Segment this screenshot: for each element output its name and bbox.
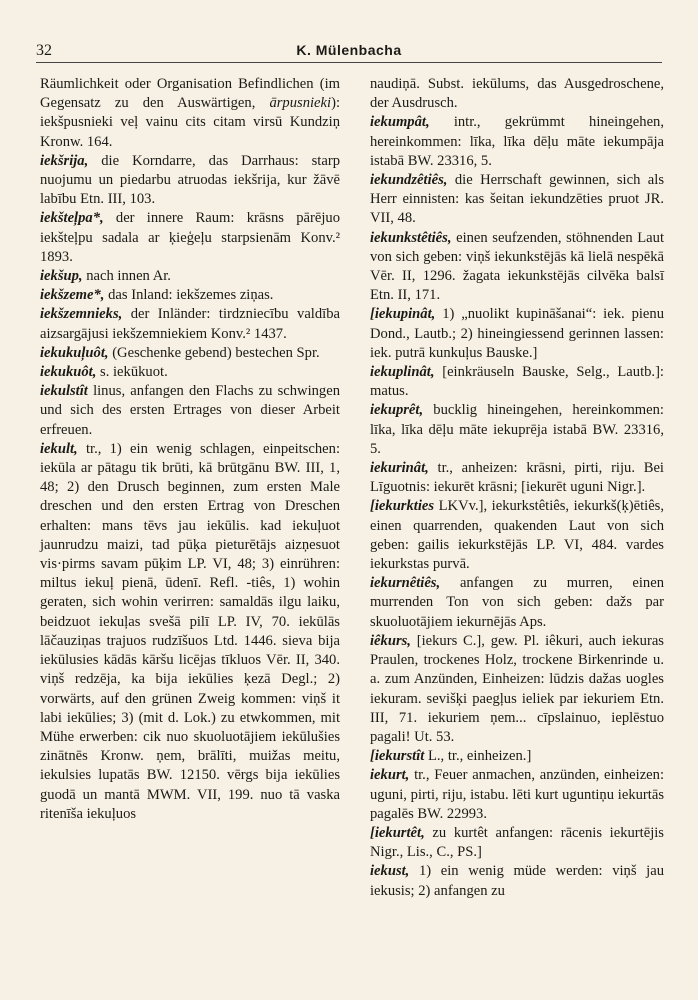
entry-iekšzeme: iekšzeme*, das Inland: iekšzemes ziņas.	[40, 287, 274, 304]
page-number: 32	[36, 42, 52, 59]
entry-iekurkties: [iekurkties LKVv.], iekurkstêtiês, iekurkš(ķ)ētiês, einen quarrenden, quakenden Laut von sich geben: gailis iekurkstējās LP. VI, 484. vardes iekurkstas purvā.	[370, 498, 665, 573]
entry-iekšup: iekšup, nach innen Ar.	[40, 268, 171, 285]
entry-iekurinat: iekurinât, tr., anheizen: krāsni, pirti, riju. Bei Līguotnis: iekurēt krāsni; [iekurēt uguni Nigr.].	[370, 460, 664, 496]
left-column	[40, 75, 340, 824]
entry-iekukuot: iekukuôt, s. iekūkuot.	[40, 364, 168, 381]
page-header	[36, 42, 662, 63]
entry-iekumpat: iekumpât, intr., gekrümmt hineingehen, hereinkommen: līka, līka dēļu māte iekumpāja istabā BW. 23316, 5.	[370, 114, 664, 169]
entry-iekundzeties: iekundzêtiês, die Herrschaft gewinnen, sich als Herr einnisten: kas šeitan iekundzēties pruot JR. VII, 48.	[370, 172, 665, 227]
entry-iekšrija: iekšrija, die Korndarre, das Darrhaus: starp nuojumu un piedarbu atruodas iekšrija, kur žāvē labību Etn. III, 103.	[40, 152, 340, 208]
entry-continuation-right: naudiņā. Subst. iekūlums, das Ausgedroschene, der Ausdrusch.	[370, 76, 664, 112]
right-column	[370, 75, 664, 901]
entry-iekunksteties: iekunkstêtiês, einen seufzenden, stöhnenden Laut von sich geben: viņš iekunkstējās kā lielā nespēkā Vēr. II, 1296. žagata iekunkstējās cilvēka balsī Etn. II, 171.	[370, 229, 664, 304]
entry-iekupinat: [iekupinât, 1) „nuolikt kupināšanai“: iek. pienu Dond., Lautb.; 2) hineingiessend gerinnen lassen: iek. putrā kunkuļus Bauske.]	[370, 306, 664, 361]
entry-iekust: iekust, 1) ein wenig müde werden: viņš jau iekusis; 2) anfangen zu	[370, 863, 664, 899]
entry-iekukuļuot: iekukuļuôt, (Geschenke gebend) bestechen Spr.	[40, 344, 320, 361]
entry-iekupret: iekuprêt, bucklig hineingehen, hereinkommen: līka, līka dēļu māte iekuprēja istabā BW. 23316, 5.	[370, 402, 664, 457]
entry-iekulstit: iekulstît linus, anfangen den Flachs zu schwingen und sich des ersten Ertrages von dieser Arbeit erfreuen.	[40, 383, 340, 438]
entry-iekšzemnieks: iekšzemnieks, der Inländer: tirdzniecību valdība aizsargājusi iekšzemniekiem Konv.² 1437.	[40, 306, 340, 342]
entry-iekurs: iêkurs, [iekurs C.], gew. Pl. iêkuri, auch iekuras Praulen, trockenes Holz, trockene Birkenrinde u. a. zum Anzünden, Einheizen: lūdzis dažas uogles iekuram. sevišķi paegļus ieliek par iekuriem Etn. III, 71. iekuriem ņem... cīpslainuo, ieplēstuo pagali! Ut. 53.	[370, 632, 664, 745]
entry-iekurneties: iekurnêtiês, anfangen zu murren, einen murrenden Ton von sich geben: dažs par skuoluotājiem iekurnējās Aps.	[370, 575, 665, 630]
entry-iekurstit: [iekurstît L., tr., einheizen.]	[370, 748, 532, 765]
entry-iekult: iekult, tr., 1) ein wenig schlagen, einpeitschen: iekūla ar pātagu tik brūti, kā brūtgānu BW. III, 1, 48; 2) den Drusch beginnen, zum ersten Male dreschen und den ersten Ertrag von Dreschen erhalten: mans tēvs jau iekūlis. kad iekuļuot jaunrudzu maizi, tad pūķa pieturētājs aizņesuot vis·pirms savam pūķim LP. VI, 48; 3) einrühren: miltus iekuļ pienā, ūdenī. Refl. -tiês, 1) wohin geraten, sich wohin verirren: samaldās ilgu laiku, beidzuot iekuļas svešā pilī LP. IV, 70. iekūlās lāčauziņas trajuos rudzīšuos Ltd. 1446. sieva bija iekūlusies kādās kāršu licējas tīkluos Vēr. II, 340. viņš redzēja, ka bija iekūlies ķezā Degl.; 2) vorwärts, auf den grünen Zweig kommen: viņš it labi iekūlies; 3) (mit d. Lok.) zu etwkommen, mit Mühe erwerben: cik nuo skuoluotājiem iekūlušies zinātnēs Kronw. ņem, brālīti, muižas meitu, iekulsies lupatās BW. 12150. vērgs bija iekūlies guodā un mantā MWM. VII, 199. nuo tā vaska ritenīša iekuļuos	[40, 440, 341, 822]
entry-iekurtet: [iekurtêt, zu kurtêt anfangen: rācenis iekurtējis Nigr., Lis., C., PS.]	[370, 824, 664, 861]
entry-iekšteļpa: iekšteļpa*, der innere Raum: krāsns pārējuo iekšteļpu sadala ar ķieģeļu starpsienām Konv.² 1893.	[40, 210, 340, 265]
entry-continuation: Räumlichkeit oder Organisation Befindlichen (im Gegensatz zu den Auswärtigen, ārpusnieki): iekšpusnieki veļ vainu cits citam virsū Kundziņ Kronw. 164.	[40, 76, 340, 150]
entry-iekuplinat: iekuplinât, [einkräuseln Bauske, Selg., Lautb.]: matus.	[370, 364, 664, 400]
running-head: K. Mülenbacha	[296, 42, 402, 58]
entry-iekurt: iekurt, tr., Feuer anmachen, anzünden, einheizen: uguni, pirti, riju, istabu. lēti kurt uguntiņu iekurtās pagalēs BW. 22993.	[370, 767, 664, 822]
